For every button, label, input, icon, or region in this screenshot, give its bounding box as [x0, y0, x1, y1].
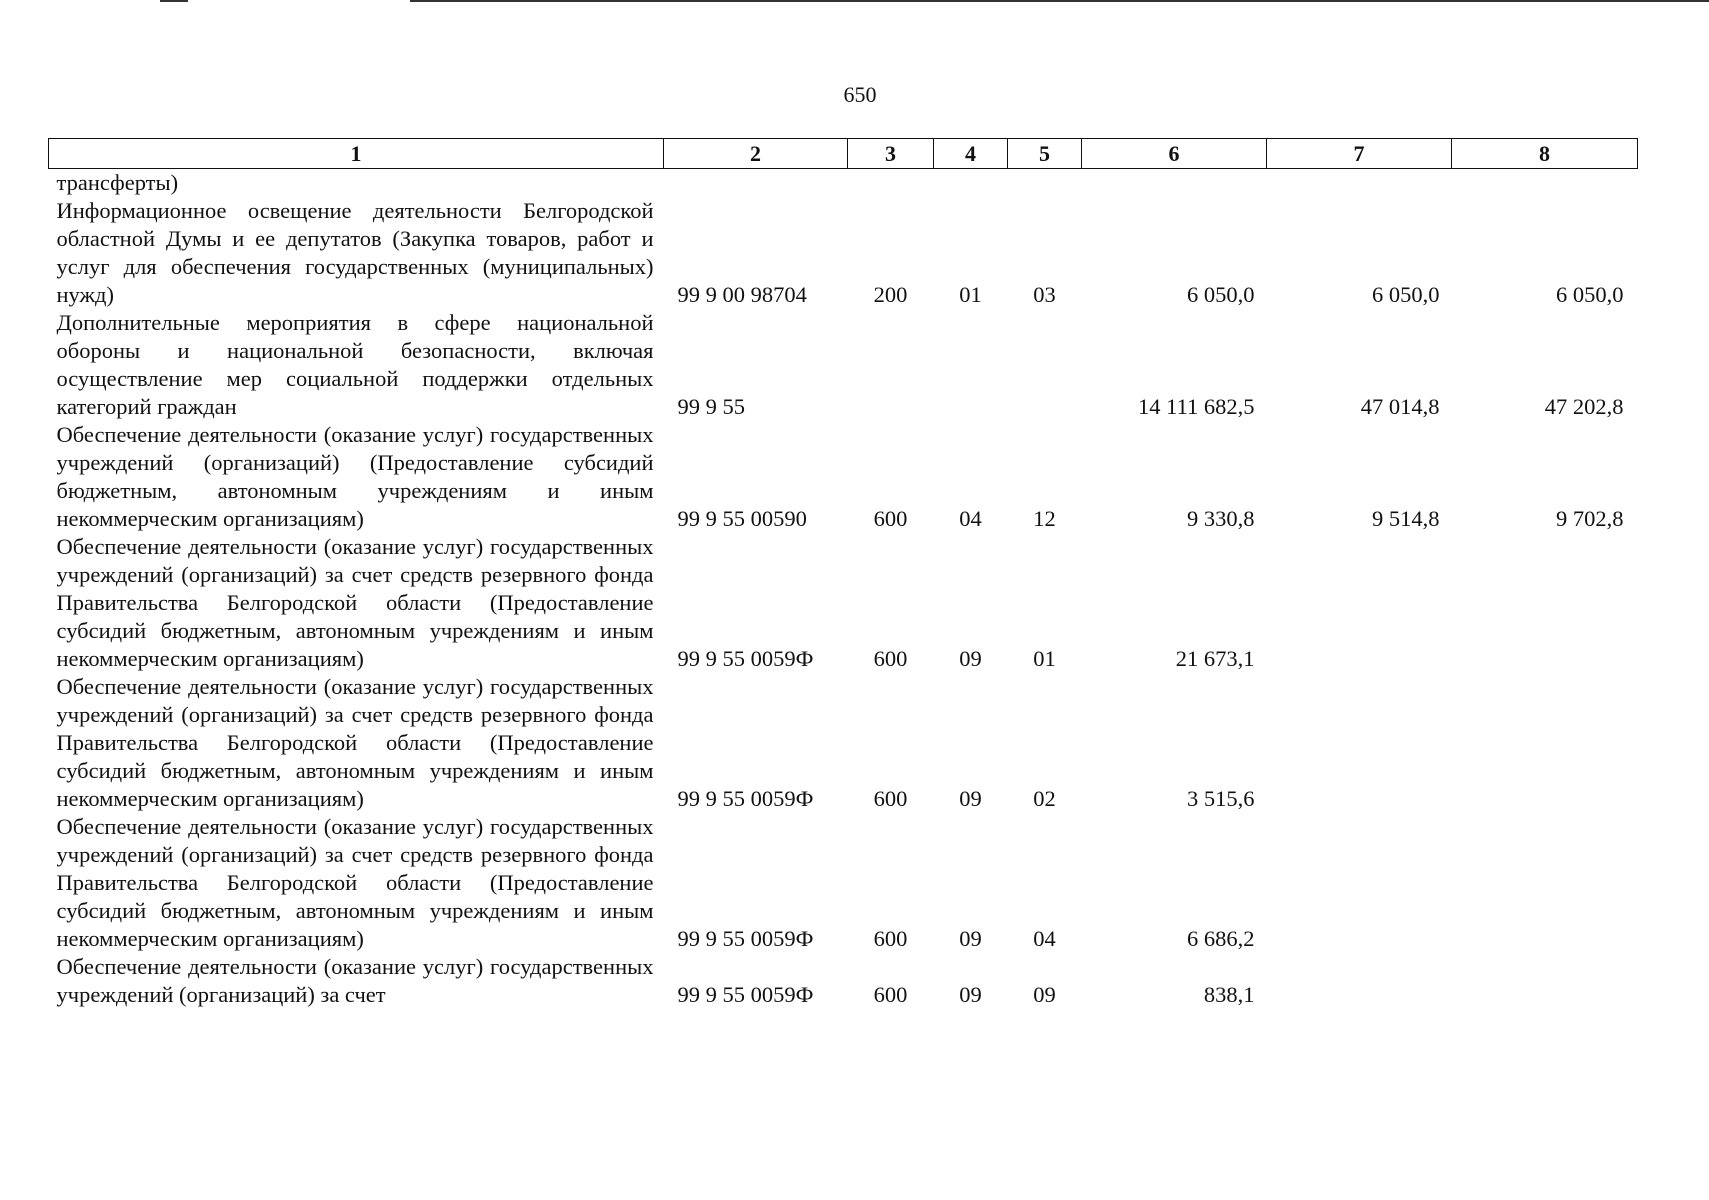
- row-rz: 09: [959, 646, 982, 671]
- row-rz: 04: [959, 506, 982, 531]
- row-year1: [1082, 169, 1267, 198]
- row-name: Обеспечение деятельности (оказание услуг) государственных учреждений (организаций) (Предоставление субсидий бюджетным, автономным учреждениям и иным некоммерческим организациям): [56, 422, 654, 531]
- row-name: Обеспечение деятельности (оказание услуг) государственных учреждений (организаций) за счет: [56, 954, 654, 1007]
- row-pr: 12: [1033, 506, 1056, 531]
- row-rz: [934, 169, 1008, 198]
- header-row: [49, 139, 1638, 169]
- row-rz: 09: [959, 786, 982, 811]
- col-header-7: 7: [1267, 139, 1452, 169]
- table-row: [49, 169, 1638, 198]
- row-year3: 47 202,8: [1544, 394, 1624, 419]
- row-year2: [1267, 813, 1452, 953]
- row-year2: [1267, 169, 1452, 198]
- row-year3: [1452, 813, 1638, 953]
- row-year1: 838,1: [1203, 982, 1255, 1007]
- row-code: [664, 169, 848, 198]
- table-row: [49, 421, 1638, 533]
- row-year1: 9 330,8: [1187, 506, 1255, 531]
- table-row: [49, 309, 1638, 421]
- row-year2: 6 050,0: [1372, 282, 1440, 307]
- row-vr: 600: [873, 786, 908, 811]
- row-code: 99 9 00 98704: [677, 282, 807, 307]
- row-vr: 600: [873, 926, 908, 951]
- row-code: 99 9 55 00590: [677, 506, 807, 531]
- row-pr: [1008, 309, 1082, 421]
- row-year3: [1452, 953, 1638, 1009]
- row-pr: 01: [1033, 646, 1056, 671]
- row-year1: 6 050,0: [1187, 282, 1255, 307]
- row-year2: [1267, 533, 1452, 673]
- row-year1: 6 686,2: [1187, 926, 1255, 951]
- row-name: Обеспечение деятельности (оказание услуг) государственных учреждений (организаций) за счет средств резервного фонда Правительства Белгородской области (Предоставление субсидий бюджетным, автономным учреждениям и иным некоммерческим организациям): [56, 674, 654, 811]
- row-code: 99 9 55 0059Ф: [677, 646, 814, 671]
- row-rz: 09: [959, 982, 982, 1007]
- row-vr: [848, 309, 934, 421]
- scan-edge-line-right: [410, 0, 1709, 2]
- row-vr: 600: [873, 506, 908, 531]
- row-vr: [848, 169, 934, 198]
- row-year2: 9 514,8: [1372, 506, 1440, 531]
- col-header-1: 1: [49, 139, 664, 169]
- row-name: трансферты): [56, 170, 179, 195]
- row-vr: 600: [873, 646, 908, 671]
- col-header-6: 6: [1082, 139, 1267, 169]
- row-year3: [1452, 673, 1638, 813]
- row-year1: 3 515,6: [1187, 786, 1255, 811]
- row-pr: 03: [1033, 282, 1056, 307]
- scan-edge-line-left: [160, 0, 188, 2]
- row-pr: 04: [1033, 926, 1056, 951]
- row-pr: [1008, 169, 1082, 198]
- row-year3: 6 050,0: [1556, 282, 1624, 307]
- table-row: [49, 197, 1638, 309]
- table-row: [49, 813, 1638, 953]
- col-header-4: 4: [934, 139, 1008, 169]
- col-header-3: 3: [848, 139, 934, 169]
- budget-table: [48, 138, 1638, 1009]
- row-year3: 9 702,8: [1556, 506, 1624, 531]
- row-year2: [1267, 673, 1452, 813]
- table-row: [49, 673, 1638, 813]
- row-code: 99 9 55 0059Ф: [677, 982, 814, 1007]
- row-vr: 600: [873, 982, 908, 1007]
- page-number: 650: [843, 82, 877, 107]
- row-rz: [934, 309, 1008, 421]
- row-year2: 47 014,8: [1360, 394, 1440, 419]
- row-name: Информационное освещение деятельности Белгородской областной Думы и ее депутатов (Закупка товаров, работ и услуг для обеспечения государственных (муниципальных) нужд): [56, 198, 654, 307]
- row-year3: [1452, 169, 1638, 198]
- row-code: 99 9 55 0059Ф: [677, 786, 814, 811]
- row-name: Дополнительные мероприятия в сфере национальной обороны и национальной безопасности, включая осуществление мер социальной поддержки отдельных категорий граждан: [56, 310, 654, 419]
- row-name: Обеспечение деятельности (оказание услуг) государственных учреждений (организаций) за счет средств резервного фонда Правительства Белгородской области (Предоставление субсидий бюджетным, автономным учреждениям и иным некоммерческим организациям): [56, 814, 654, 951]
- row-vr: 200: [873, 282, 908, 307]
- col-header-8: 8: [1452, 139, 1638, 169]
- row-pr: 02: [1033, 786, 1056, 811]
- table-row: [49, 953, 1638, 1009]
- row-rz: 09: [959, 926, 982, 951]
- row-rz: 01: [959, 282, 982, 307]
- row-name: Обеспечение деятельности (оказание услуг) государственных учреждений (организаций) за счет средств резервного фонда Правительства Белгородской области (Предоставление субсидий бюджетным, автономным учреждениям и иным некоммерческим организациям): [56, 534, 654, 671]
- table-row: [49, 533, 1638, 673]
- row-code: 99 9 55: [677, 394, 745, 419]
- row-year2: [1267, 953, 1452, 1009]
- col-header-2: 2: [664, 139, 848, 169]
- row-pr: 09: [1033, 982, 1056, 1007]
- row-code: 99 9 55 0059Ф: [677, 926, 814, 951]
- row-year1: 14 111 682,5: [1138, 394, 1255, 419]
- row-year3: [1452, 533, 1638, 673]
- col-header-5: 5: [1008, 139, 1082, 169]
- row-year1: 21 673,1: [1175, 646, 1255, 671]
